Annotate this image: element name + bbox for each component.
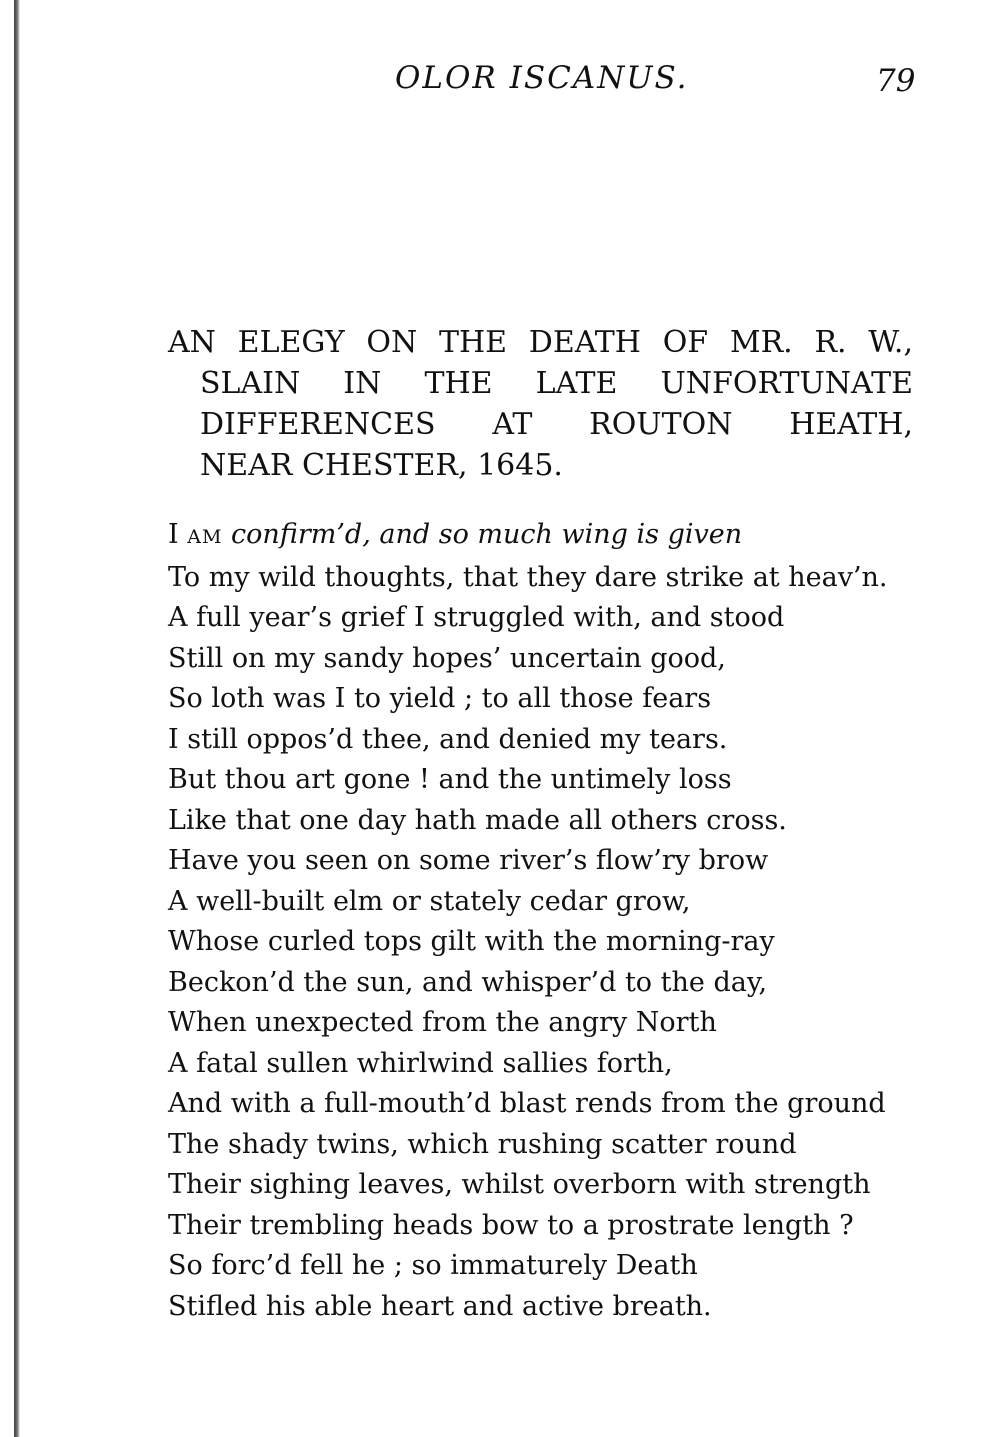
page-binding-edge (14, 0, 20, 1437)
verse-line: The shady twins, which rushing scatter round (168, 1128, 797, 1160)
opening-smallcaps: AM (187, 526, 223, 548)
verse-line: Beckon’d the sun, and whisper’d to the day, (168, 966, 768, 998)
verse-line: A well-built elm or stately cedar grow, (168, 885, 691, 917)
opening-initial: I (168, 519, 179, 550)
verse-line: Whose curled tops gilt with the morning-ray (168, 926, 775, 957)
poem-body (168, 515, 968, 1327)
verse-line: And with a full-mouth’d blast rends from the ground (168, 1088, 886, 1119)
verse-line: So loth was I to yield ; to all those fears (168, 683, 712, 714)
poem-title-line: DIFFERENCES AT ROUTON HEATH, (200, 407, 913, 442)
verse-line: But thou art gone ! and the untimely loss (168, 764, 732, 795)
verse-line: Like that one day hath made all others cross. (168, 804, 787, 836)
verse-line: Have you seen on some river’s flow’ry brow (168, 845, 769, 876)
verse-line: Stifled his able heart and active breath. (168, 1290, 712, 1322)
verse-line: When unexpected from the angry North (168, 1007, 717, 1038)
verse-line: So forc’d fell he ; so immaturely Death (168, 1250, 698, 1281)
verse-line: Their sighing leaves, whilst overborn with strength (168, 1169, 871, 1200)
verse-line: A full year’s grief I struggled with, and stood (168, 602, 785, 633)
poem-title-line: NEAR CHESTER, 1645. (200, 448, 563, 483)
poem-title-line: AN ELEGY ON THE DEATH OF MR. R. W., (168, 325, 913, 360)
verse-line: I still oppos’d thee, and denied my tears. (168, 723, 728, 755)
verse-line-opening (168, 515, 968, 558)
page-number: 79 (876, 63, 916, 99)
poem-title (168, 322, 913, 486)
verse-line: A fatal sullen whirlwind sallies forth, (168, 1047, 673, 1079)
verse-line: Still on my sandy hopes’ uncertain good, (168, 642, 726, 674)
verse-line: To my wild thoughts, that they dare strike at heav’n. (168, 561, 888, 593)
opening-italic-text: confirm’d, and so much wing is given (231, 519, 743, 550)
verse-line: Their trembling heads bow to a prostrate length ? (168, 1209, 854, 1241)
poem-title-line: SLAIN IN THE LATE UNFORTUNATE (200, 366, 913, 401)
running-title: OLOR ISCANUS. (395, 60, 689, 96)
